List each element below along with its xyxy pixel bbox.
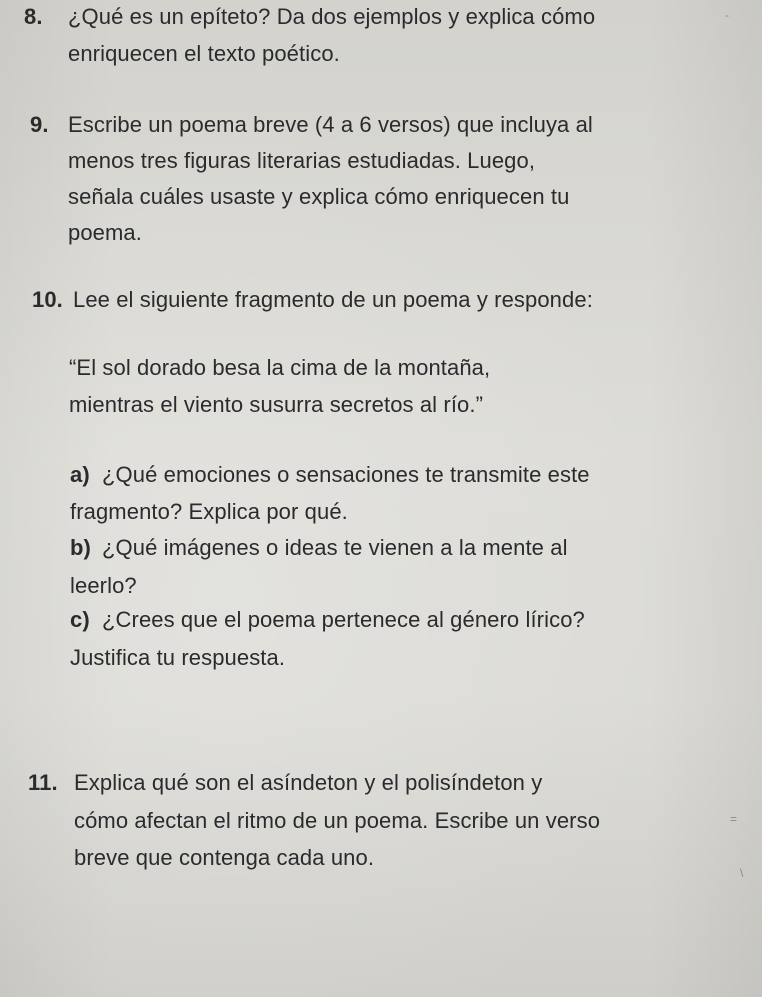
poem-fragment-line-1: “El sol dorado besa la cima de la montaña, [69,355,491,380]
question-9-text-line-2: menos tres figuras literarias estudiadas. Luego, [68,148,536,173]
question-9-text-line-3: señala cuáles usaste y explica cómo enriquecen tu [68,184,570,209]
stray-mark-right: = [730,812,738,826]
question-8-text-line-2: enriquecen el texto poético. [68,41,340,66]
question-8-text-line-1: ¿Qué es un epíteto? Da dos ejemplos y explica cómo [68,4,596,29]
sub-question-b-line-1: ¿Qué imágenes o ideas te vienen a la mente al [102,535,568,560]
stray-mark-bottom: \ [740,866,744,880]
sub-question-c-line-2: Justifica tu respuesta. [70,645,286,670]
question-11-text-line-3: breve que contenga cada uno. [74,845,375,870]
sub-question-a-label: a) [70,462,90,487]
question-10-text-line-1: Lee el siguiente fragmento de un poema y responde: [73,287,593,312]
sub-question-a-line-1: ¿Qué emociones o sensaciones te transmite este [102,462,590,487]
question-10-number: 10. [32,287,63,312]
sub-question-b-line-2: leerlo? [70,573,137,598]
sub-question-b-label: b) [70,535,91,560]
question-9-number: 9. [30,112,49,137]
sub-question-c-line-1: ¿Crees que el poema pertenece al género lírico? [102,607,585,632]
question-11-number: 11. [28,770,58,795]
question-11-text-line-2: cómo afectan el ritmo de un poema. Escribe un verso [74,808,601,833]
question-8-number: 8. [24,4,43,29]
question-11-text-line-1: Explica qué son el asíndeton y el polisíndeton y [74,770,543,795]
poem-fragment-line-2: mientras el viento susurra secretos al río.” [69,392,483,417]
sub-question-a-line-2: fragmento? Explica por qué. [70,499,348,524]
stray-mark-top: - [725,8,729,22]
sub-question-c-label: c) [70,607,90,632]
question-9-text-line-4: poema. [68,220,142,245]
question-9-text-line-1: Escribe un poema breve (4 a 6 versos) que incluya al [68,112,593,137]
